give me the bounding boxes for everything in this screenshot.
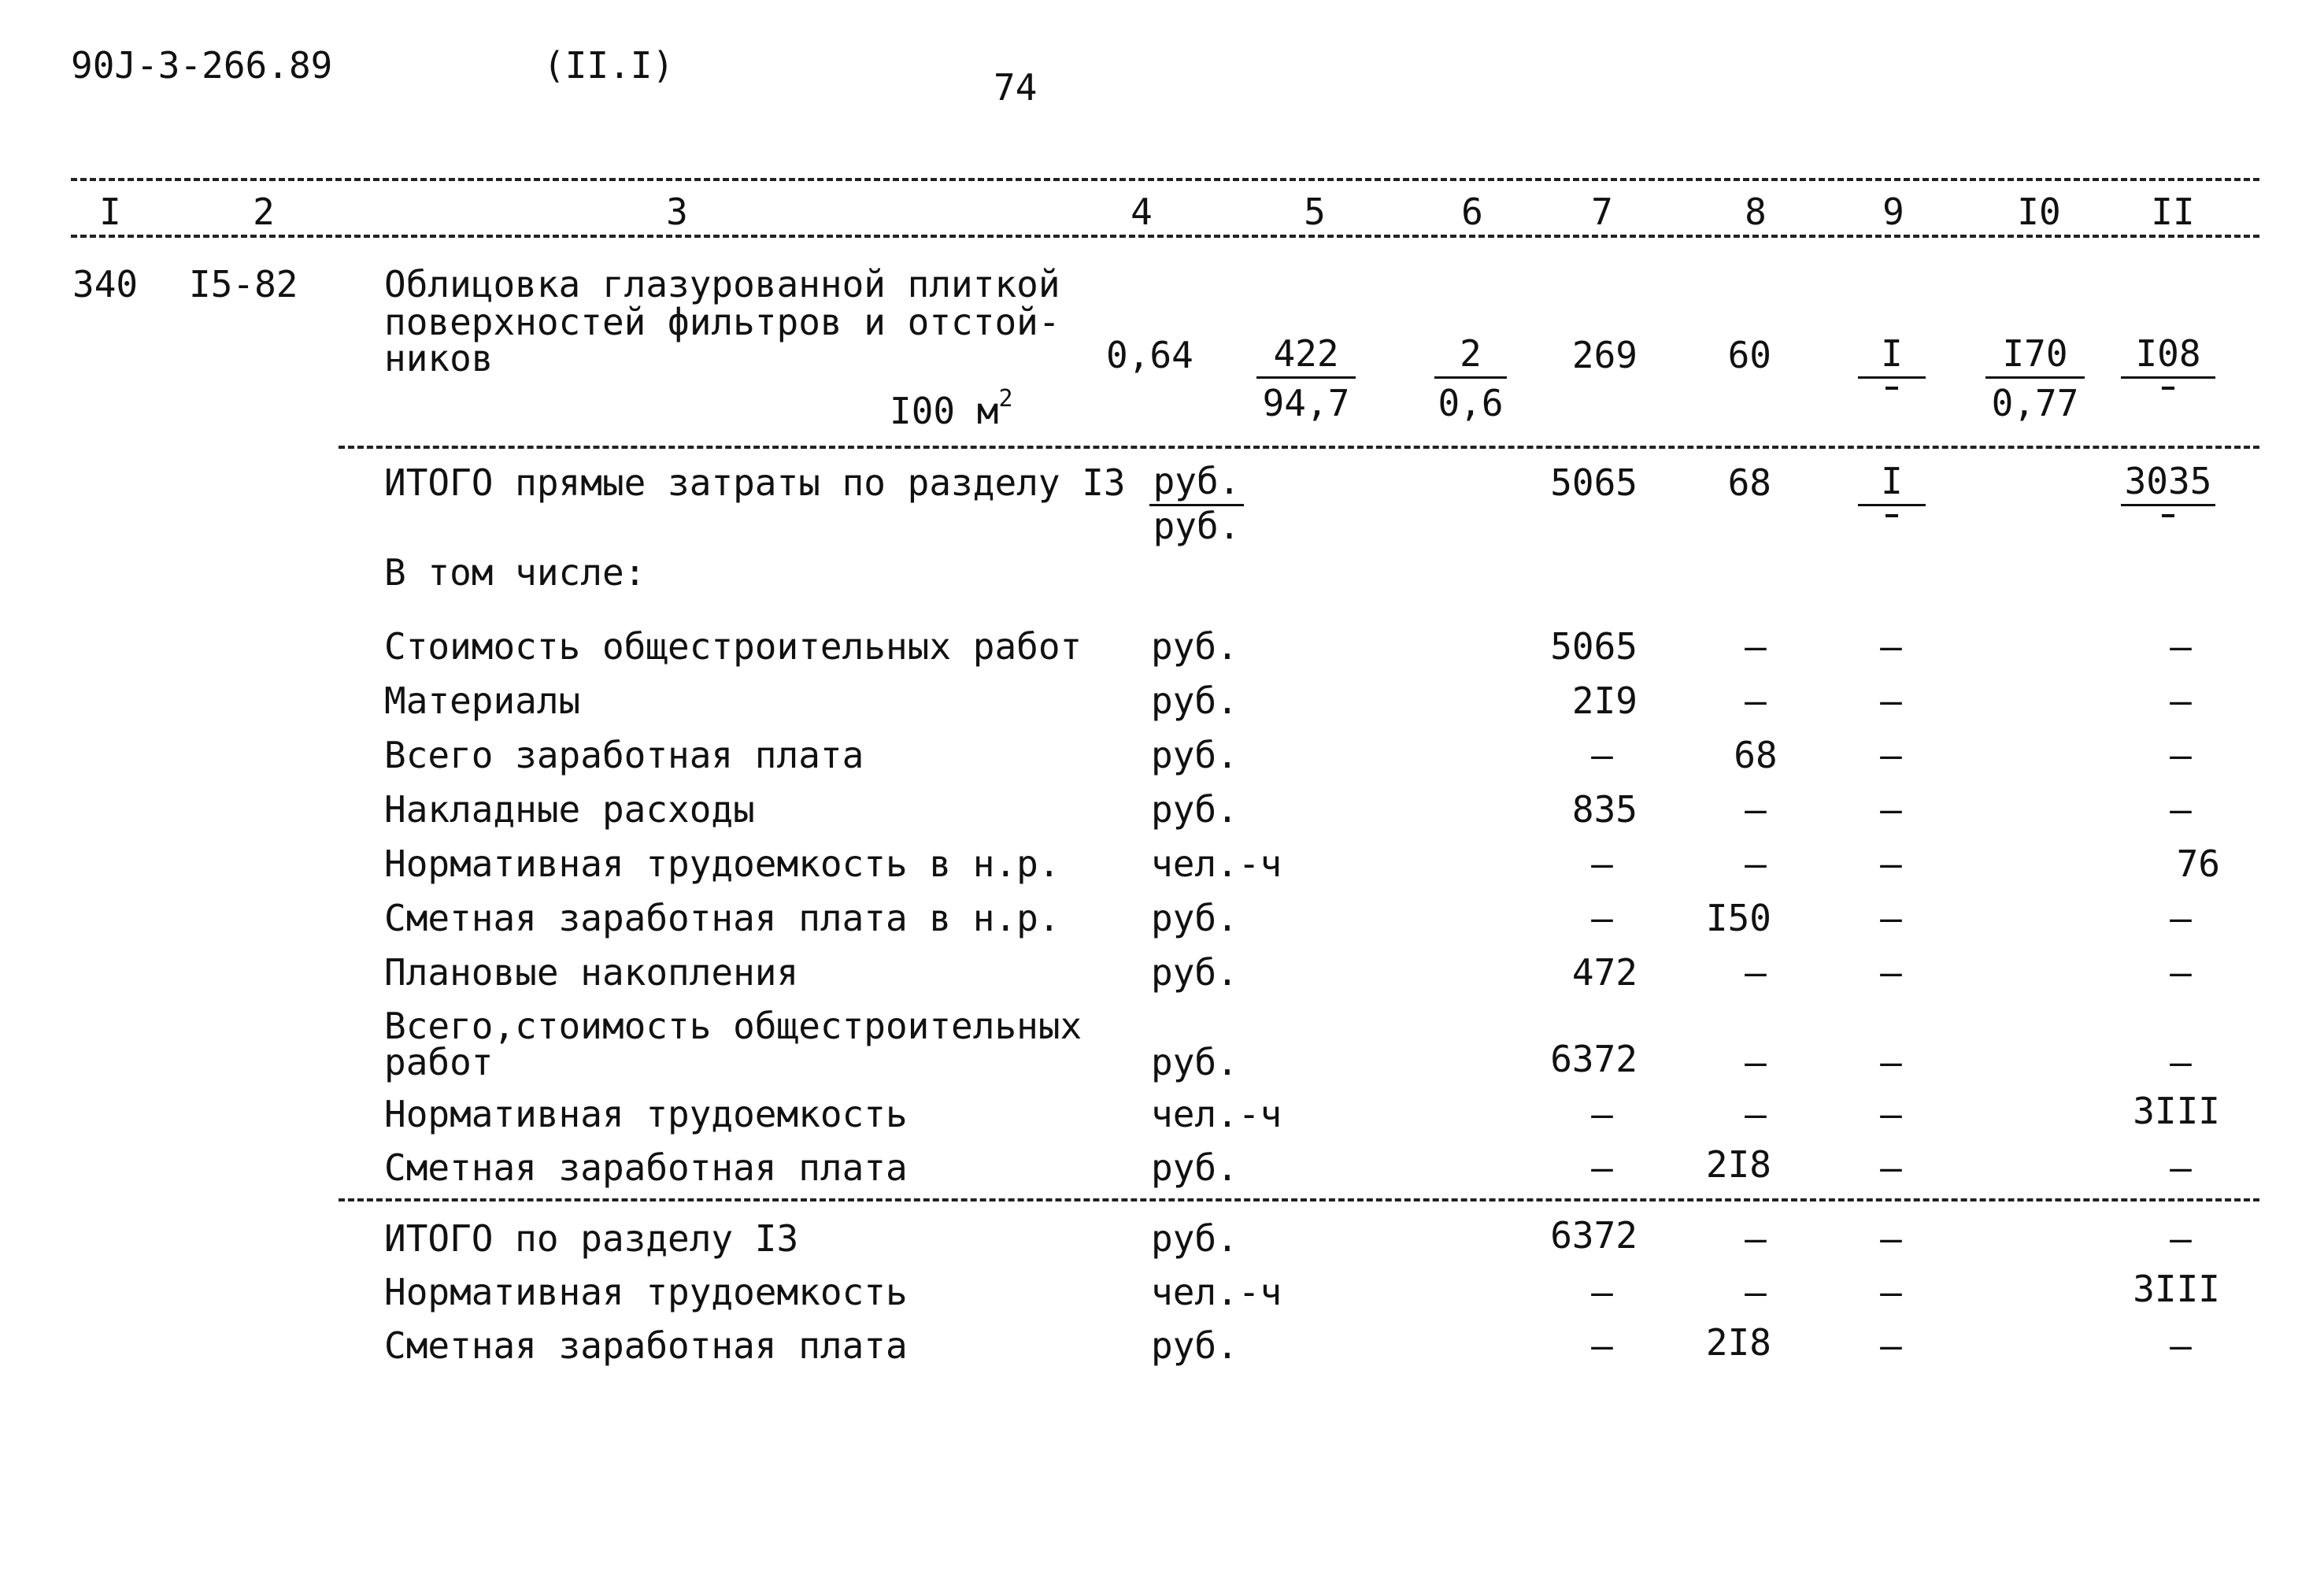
item-unit: I00 $м^2$: [890, 385, 1013, 432]
row-col9: –: [1880, 734, 1902, 776]
row-label: Сметная заработная плата в н.р.: [384, 897, 1060, 939]
header-bottom-rule: [71, 235, 2259, 238]
item-col9-dash: [1885, 387, 1898, 390]
doc-code: 90J-3-266.89: [71, 44, 333, 87]
row-unit: руб.: [1151, 1324, 1238, 1367]
item-desc-line-1: Облицовка глазурованной плиткой: [384, 263, 1060, 305]
col-header-3: 3: [666, 191, 688, 233]
item-col9-fraction: [1858, 332, 1926, 390]
row-label: Всего заработная плата: [384, 734, 864, 776]
row-unit: руб.: [1151, 788, 1238, 831]
item-col10-fraction: [1985, 332, 2085, 424]
grand-row-label-line-1: Всего,стоимость общестроительных: [384, 1005, 1082, 1047]
row-unit: чел.-ч: [1151, 1271, 1282, 1313]
grand-row-col11: –: [2170, 1041, 2192, 1083]
row-col9: –: [1880, 1217, 1902, 1260]
grand-row-col7: 6372: [1550, 1038, 1638, 1080]
item-quantity: 0,64: [1106, 334, 1193, 376]
item-col8: 60: [1727, 334, 1771, 376]
including-label: В том числе:: [384, 551, 646, 594]
col-header-6: 6: [1461, 191, 1483, 233]
row-col9: –: [1880, 788, 1902, 831]
total-direct-col9-fraction: [1858, 460, 1926, 517]
row-col7: –: [1591, 734, 1613, 776]
col-header-8: 8: [1745, 191, 1767, 233]
row-col7: –: [1591, 897, 1613, 939]
row-unit: руб.: [1151, 679, 1238, 722]
row-col11: –: [2170, 625, 2192, 668]
row-col11: 3III: [2133, 1268, 2220, 1310]
total-direct-col8: 68: [1727, 461, 1771, 504]
row-col7: 472: [1571, 951, 1638, 994]
grand-row-col9: –: [1880, 1041, 1902, 1083]
row-unit: руб.: [1151, 1146, 1238, 1189]
item-col10-bottom: 0,77: [1991, 382, 2079, 424]
row-col11: –: [2170, 1217, 2192, 1260]
row-label: ИТОГО по разделу I3: [384, 1217, 799, 1260]
row-label: Плановые накопления: [384, 951, 799, 994]
row-col7: –: [1591, 1324, 1613, 1367]
row-unit: руб.: [1151, 734, 1238, 776]
row-col7: –: [1591, 842, 1613, 885]
row-label: Материалы: [384, 679, 581, 722]
total-direct-rule: [339, 446, 2259, 449]
row-label: Сметная заработная плата: [384, 1146, 908, 1189]
row-col9: –: [1880, 1146, 1902, 1189]
row-col8: –: [1745, 1271, 1767, 1313]
item-col10-top: I70: [1985, 335, 2085, 379]
item-col9-top: I: [1858, 335, 1926, 379]
col-header-7: 7: [1591, 191, 1613, 233]
row-col8: –: [1745, 788, 1767, 831]
item-col7: 269: [1571, 334, 1638, 376]
row-label: Накладные расходы: [384, 788, 755, 831]
row-col7: –: [1591, 1093, 1613, 1135]
row-col8: –: [1745, 842, 1767, 885]
total-direct-col11-dash: [2162, 514, 2174, 517]
row-label: Нормативная трудоемкость: [384, 1271, 908, 1313]
row-col11: –: [2170, 788, 2192, 831]
row-col11: –: [2170, 1146, 2192, 1189]
grand-row-label-line-2: работ: [384, 1041, 494, 1083]
row-col11: –: [2170, 951, 2192, 994]
row-col8: –: [1745, 679, 1767, 722]
row-unit: руб.: [1151, 1217, 1238, 1260]
grand-row-col8: –: [1745, 1041, 1767, 1083]
row-col9: –: [1880, 897, 1902, 939]
item-desc-line-2: поверхностей фильтров и отстой-: [384, 301, 1060, 343]
row-col11: –: [2170, 679, 2192, 722]
row-col9: –: [1880, 951, 1902, 994]
total-direct-col7: 5065: [1550, 461, 1638, 504]
total-direct-col11-top: 3035: [2121, 463, 2215, 506]
total-direct-col9-top: I: [1858, 463, 1926, 506]
row-col8: –: [1745, 1093, 1767, 1135]
item-col5-fraction: [1256, 332, 1356, 424]
item-col5-bottom: 94,7: [1262, 382, 1350, 424]
item-col6-bottom: 0,6: [1438, 382, 1504, 424]
row-label: Стоимость общестроительных работ: [384, 625, 1082, 668]
col-header-1: I: [99, 191, 121, 233]
row-col7: 2I9: [1571, 679, 1638, 722]
row-col9: –: [1880, 1324, 1902, 1367]
total-direct-label: ИТОГО прямые затраты по разделу I3: [384, 461, 1126, 504]
col-header-2: 2: [253, 191, 275, 233]
row-col9: –: [1880, 1271, 1902, 1313]
total-direct-unit-bottom: руб.: [1153, 505, 1241, 547]
grand-row-unit: руб.: [1151, 1041, 1238, 1083]
row-unit: руб.: [1151, 951, 1238, 994]
item-number: 340: [72, 263, 139, 305]
row-col8: 68: [1734, 734, 1778, 776]
item-col11-top: I08: [2121, 335, 2215, 379]
row-col11: –: [2170, 1324, 2192, 1367]
item-desc-line-3: ников: [384, 337, 494, 380]
row-col8: –: [1745, 951, 1767, 994]
row-col8: I50: [1705, 897, 1771, 939]
row-col9: –: [1880, 679, 1902, 722]
row-label: Сметная заработная плата: [384, 1324, 908, 1367]
row-col11: 76: [2176, 842, 2220, 885]
row-col7: –: [1591, 1271, 1613, 1313]
col-header-9: 9: [1882, 191, 1904, 233]
row-label: Нормативная трудоемкость в н.р.: [384, 842, 1060, 885]
col-header-4: 4: [1131, 191, 1153, 233]
row-col7: 6372: [1550, 1214, 1638, 1257]
total-direct-col11-fraction: [2121, 460, 2215, 517]
row-col8: –: [1745, 1217, 1767, 1260]
section-total-rule: [339, 1198, 2259, 1201]
row-col11: –: [2170, 897, 2192, 939]
col-header-11: II: [2151, 191, 2195, 233]
row-col7: 5065: [1550, 625, 1638, 668]
item-col6-top: 2: [1434, 335, 1507, 379]
row-col9: –: [1880, 625, 1902, 668]
row-unit: руб.: [1151, 625, 1238, 668]
row-unit: чел.-ч: [1151, 1093, 1282, 1135]
section-ref: (II.I): [543, 44, 675, 87]
row-col7: –: [1591, 1146, 1613, 1189]
row-unit: чел.-ч: [1151, 842, 1282, 885]
item-col11-dash: [2162, 387, 2174, 390]
row-col8: –: [1745, 625, 1767, 668]
total-direct-unit-fraction: [1149, 460, 1244, 547]
header-top-rule: [71, 178, 2259, 181]
row-unit: руб.: [1151, 897, 1238, 939]
row-col7: 835: [1571, 788, 1638, 831]
row-col9: –: [1880, 1093, 1902, 1135]
total-direct-unit-top: руб.: [1149, 463, 1244, 506]
total-direct-col9-dash: [1885, 514, 1898, 517]
row-label: Нормативная трудоемкость: [384, 1093, 908, 1135]
item-col5-top: 422: [1256, 335, 1356, 379]
row-col11: 3III: [2133, 1090, 2220, 1132]
col-header-5: 5: [1304, 191, 1326, 233]
item-code: I5-82: [189, 263, 298, 305]
row-col8: 2I8: [1705, 1143, 1771, 1186]
row-col11: –: [2170, 734, 2192, 776]
row-col9: –: [1880, 842, 1902, 885]
col-header-10: I0: [2017, 191, 2061, 233]
row-col8: 2I8: [1705, 1321, 1771, 1364]
item-col11-fraction: [2121, 332, 2215, 390]
page-number: 74: [994, 66, 1038, 109]
item-col6-fraction: [1434, 332, 1507, 424]
